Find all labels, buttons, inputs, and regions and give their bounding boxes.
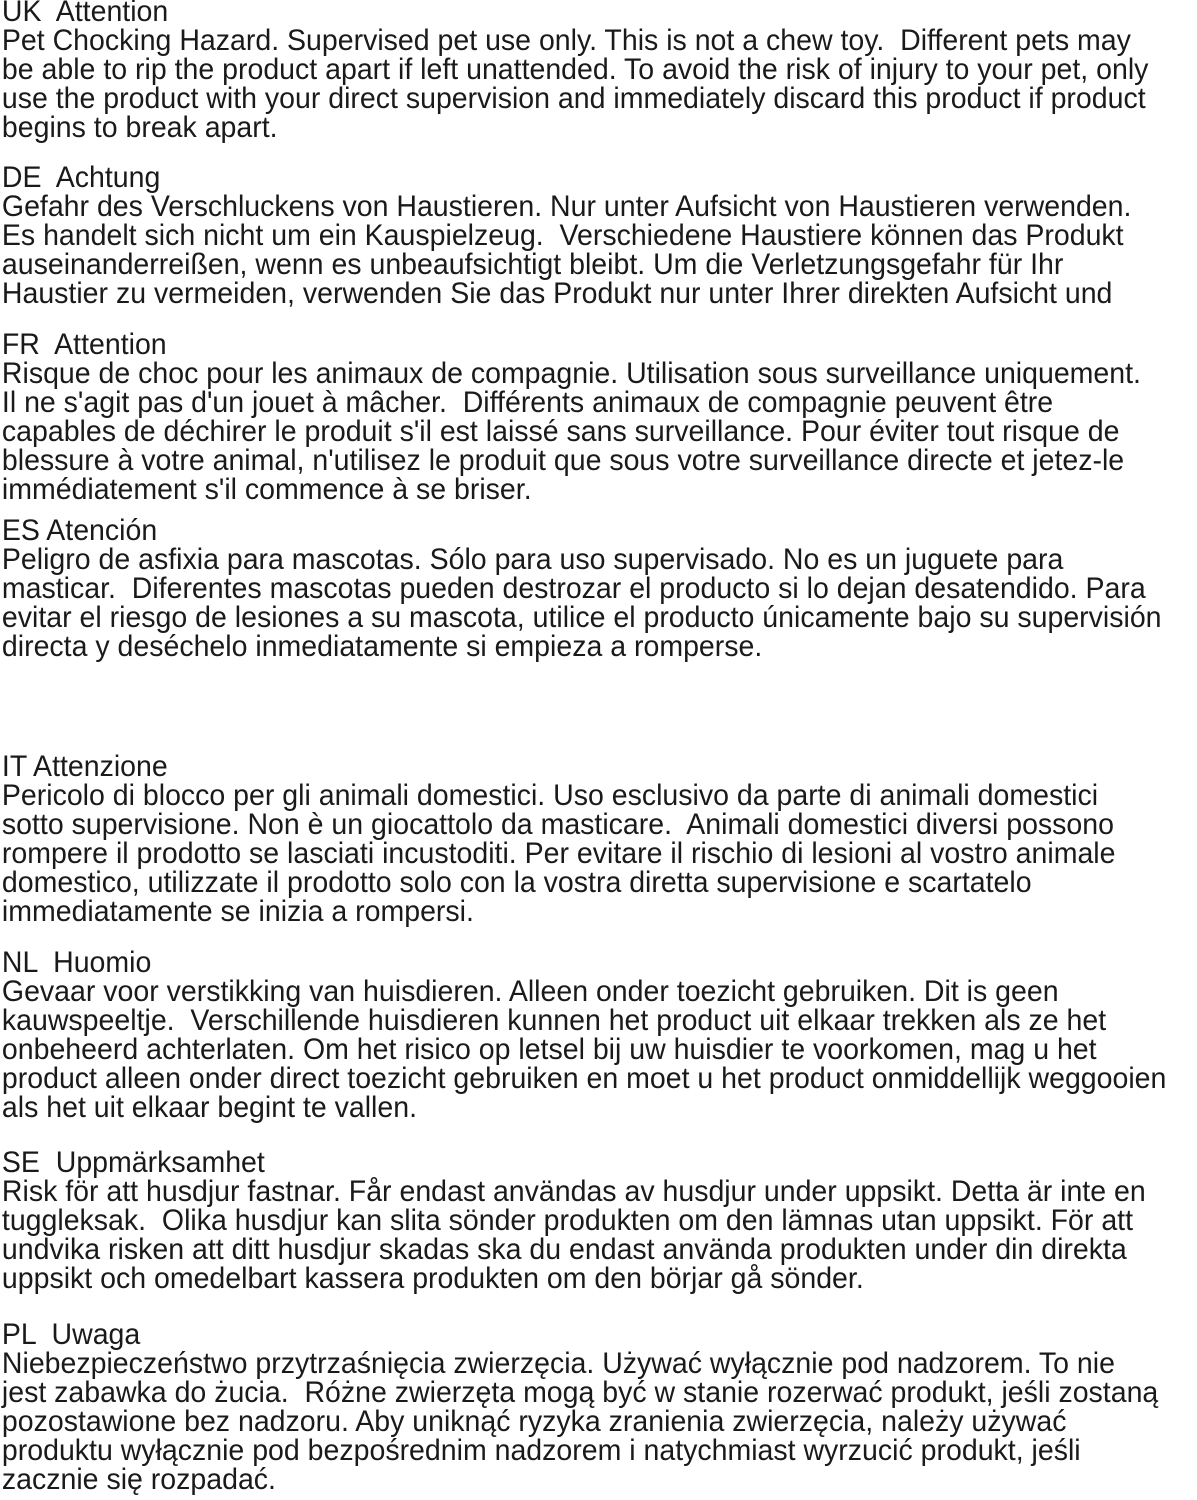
section-heading-it: IT Attenzione: [1, 750, 168, 783]
warning-text-line: uppsikt och omedelbart kassera produkten om den börjar gå sönder.: [1, 1262, 864, 1295]
warning-section-se: [2, 1148, 1197, 1293]
warning-text-line: undvika risken att ditt husdjur skadas ska du endast använda produkten under din direkta: [1, 1233, 1127, 1266]
warning-text-line: Risk för att husdjur fastnar. Får endast användas av husdjur under uppsikt. Detta är inte en: [1, 1175, 1146, 1208]
section-heading-se: SE Uppmärksamhet: [1, 1146, 265, 1179]
section-heading-nl: NL Huomio: [1, 946, 152, 979]
warning-section-nl: [2, 948, 1197, 1122]
warning-text-line: be able to rip the product apart if left unattended. To avoid the risk of injury to your pet, only: [1, 53, 1149, 86]
warning-text-line: onbeheerd achterlaten. Om het risico op letsel bij uw huisdier te voorkomen, mag u het: [1, 1033, 1097, 1066]
warning-text-line: Gefahr des Verschluckens von Haustieren. Nur unter Aufsicht von Haustieren verwenden.: [1, 190, 1132, 223]
warning-text-line: immediatamente se inizia a rompersi.: [1, 895, 474, 928]
warning-text-line: masticar. Diferentes mascotas pueden destrozar el producto si lo dejan desatendido. Para: [1, 572, 1146, 605]
warning-text-line: directa y deséchelo inmediatamente si empieza a romperse.: [1, 630, 763, 663]
warning-text-line: Il ne s'agit pas d'un jouet à mâcher. Différents animaux de compagnie peuvent être: [1, 386, 1054, 419]
warning-text-line: rompere il prodotto se lasciati incustoditi. Per evitare il rischio di lesioni al vostro animale: [1, 837, 1116, 870]
section-heading-fr: FR Attention: [1, 328, 167, 361]
warning-text-line: pozostawione bez nadzoru. Aby uniknąć ryzyka zranienia zwierzęcia, należy używać: [1, 1405, 1067, 1438]
warning-text-line: Peligro de asfixia para mascotas. Sólo para uso supervisado. No es un juguete para: [1, 543, 1064, 576]
warning-text-line: evitar el riesgo de lesiones a su mascota, utilice el producto únicamente bajo su supervisión: [1, 601, 1162, 634]
warning-text-line: blessure à votre animal, n'utilisez le produit que sous votre surveillance directe et jetez-le: [1, 444, 1125, 477]
warning-text-line: sotto supervisione. Non è un giocattolo da masticare. Animali domestici diversi possono: [1, 808, 1114, 841]
warning-section-it: [2, 752, 1197, 926]
warning-section-es: [2, 516, 1197, 661]
warning-text-line: capables de déchirer le produit s'il est laissé sans surveillance. Pour éviter tout risque de: [1, 415, 1120, 448]
warning-text-line: Pericolo di blocco per gli animali domestici. Uso esclusivo da parte di animali domestici: [1, 779, 1099, 812]
section-heading-uk: UK Attention: [1, 0, 169, 28]
warning-text-line: produktu wyłącznie pod bezpośrednim nadzorem i natychmiast wyrzucić produkt, jeśli: [1, 1434, 1081, 1467]
warning-text-line: Haustier zu vermeiden, verwenden Sie das Produkt nur unter Ihrer direkten Aufsicht und: [1, 277, 1113, 310]
warning-text-line: domestico, utilizzate il prodotto solo con la vostra diretta supervisione e scartatelo: [1, 866, 1032, 899]
warning-text-line: Gevaar voor verstikking van huisdieren. Alleen onder toezicht gebruiken. Dit is geen: [1, 975, 1059, 1008]
section-heading-es: ES Atención: [1, 514, 158, 547]
warning-text-line: product alleen onder direct toezicht gebruiken en moet u het product onmiddellijk weggooien: [1, 1062, 1167, 1095]
warning-text-line: Pet Chocking Hazard. Supervised pet use only. This is not a chew toy. Different pets may: [1, 24, 1131, 57]
warning-sections: [2, 0, 1197, 1494]
warning-text-line: zacznie się rozpadać.: [1, 1463, 276, 1496]
warning-text-line: immédiatement s'il commence à se briser.: [1, 473, 532, 506]
warning-text-line: als het uit elkaar begint te vallen.: [1, 1091, 417, 1124]
warning-section-de: [2, 163, 1197, 308]
warning-text-line: tuggleksak. Olika husdjur kan slita sönder produkten om den lämnas utan uppsikt. För att: [1, 1204, 1134, 1237]
section-heading-de: DE Achtung: [1, 161, 161, 194]
warning-text-line: Risque de choc pour les animaux de compagnie. Utilisation sous surveillance uniquement.: [1, 357, 1141, 390]
warning-text-line: jest zabawka do żucia. Różne zwierzęta mogą być w stanie rozerwać produkt, jeśli zostaną: [1, 1376, 1159, 1409]
warning-section-fr: [2, 330, 1197, 504]
warning-text-line: auseinanderreißen, wenn es unbeaufsichtigt bleibt. Um die Verletzungsgefahr für Ihr: [1, 248, 1064, 281]
warning-text-line: Es handelt sich nicht um ein Kauspielzeug. Verschiedene Haustiere können das Produkt: [1, 219, 1124, 252]
warning-text-line: begins to break apart.: [1, 111, 278, 144]
section-heading-pl: PL Uwaga: [1, 1318, 141, 1351]
warning-text-line: kauwspeeltje. Verschillende huisdieren kunnen het product uit elkaar trekken als ze het: [1, 1004, 1107, 1037]
warning-text-line: Niebezpieczeństwo przytrzaśnięcia zwierzęcia. Używać wyłącznie pod nadzorem. To nie: [1, 1347, 1115, 1380]
warning-text-line: use the product with your direct supervision and immediately discard this product if product: [1, 82, 1146, 115]
warning-section-uk: [2, 0, 1197, 142]
warning-section-pl: [2, 1320, 1197, 1494]
